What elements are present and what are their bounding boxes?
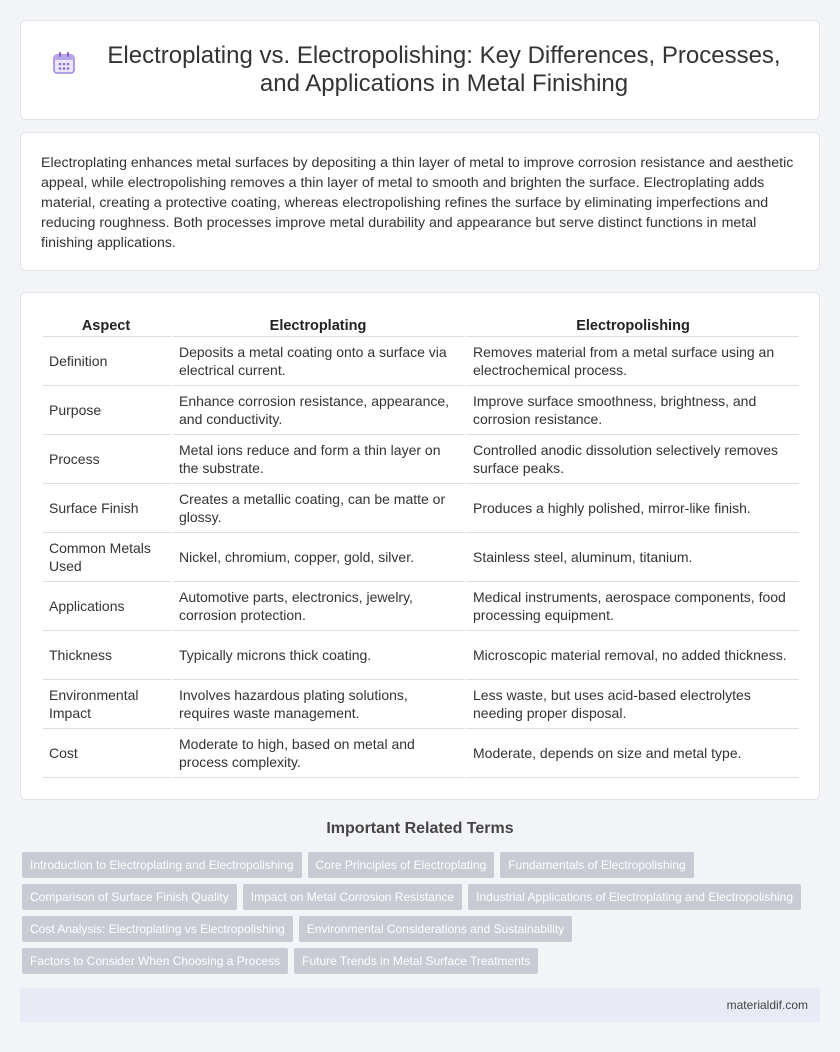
page-title: Electroplating vs. Electropolishing: Key Differences, Processes, and Applications in Metal Finishing xyxy=(107,42,781,97)
footer-site-link[interactable]: materialdif.com xyxy=(726,998,808,1012)
row-aspect: Thickness xyxy=(43,631,173,680)
row-electroplating: Deposits a metal coating onto a surface via electrical current. xyxy=(173,337,467,386)
row-aspect: Applications xyxy=(43,582,173,631)
row-electroplating: Nickel, chromium, copper, gold, silver. xyxy=(173,533,467,582)
calendar-icon xyxy=(51,50,77,76)
related-terms-list xyxy=(22,852,822,974)
row-aspect: Cost xyxy=(43,729,173,778)
related-term-tag[interactable]: Impact on Metal Corrosion Resistance xyxy=(243,884,462,910)
table-header-row xyxy=(43,313,799,337)
row-electroplating: Involves hazardous plating solutions, requires waste management. xyxy=(173,680,467,729)
related-terms-heading: Important Related Terms xyxy=(326,820,514,837)
table-row xyxy=(43,680,799,729)
row-electropolishing: Microscopic material removal, no added thickness. xyxy=(467,631,799,680)
header-electroplating: Electroplating xyxy=(173,313,467,337)
table-row xyxy=(43,386,799,435)
table-row xyxy=(43,533,799,582)
row-electroplating: Metal ions reduce and form a thin layer on the substrate. xyxy=(173,435,467,484)
header-electropolishing: Electropolishing xyxy=(467,313,799,337)
table-row xyxy=(43,435,799,484)
row-electroplating: Creates a metallic coating, can be matte or glossy. xyxy=(173,484,467,533)
row-aspect: Process xyxy=(43,435,173,484)
row-electroplating: Automotive parts, electronics, jewelry, corrosion protection. xyxy=(173,582,467,631)
related-term-tag[interactable]: Comparison of Surface Finish Quality xyxy=(22,884,237,910)
row-electroplating: Enhance corrosion resistance, appearance, and conductivity. xyxy=(173,386,467,435)
related-term-tag[interactable]: Fundamentals of Electropolishing xyxy=(500,852,693,878)
table-row xyxy=(43,729,799,778)
row-electropolishing: Controlled anodic dissolution selectively removes surface peaks. xyxy=(467,435,799,484)
row-electroplating: Moderate to high, based on metal and process complexity. xyxy=(173,729,467,778)
related-term-tag[interactable]: Cost Analysis: Electroplating vs Electropolishing xyxy=(22,916,293,942)
row-electropolishing: Less waste, but uses acid-based electrolytes needing proper disposal. xyxy=(467,680,799,729)
row-aspect: Environmental Impact xyxy=(43,680,173,729)
comparison-card xyxy=(20,292,820,800)
row-electropolishing: Medical instruments, aerospace components, food processing equipment. xyxy=(467,582,799,631)
related-term-tag[interactable]: Introduction to Electroplating and Electropolishing xyxy=(22,852,302,878)
related-term-tag[interactable]: Environmental Considerations and Sustainability xyxy=(299,916,572,942)
related-term-tag[interactable]: Factors to Consider When Choosing a Process xyxy=(22,948,288,974)
table-row xyxy=(43,582,799,631)
table-row xyxy=(43,484,799,533)
row-aspect: Common Metals Used xyxy=(43,533,173,582)
row-aspect: Definition xyxy=(43,337,173,386)
title-card xyxy=(20,20,820,120)
intro-paragraph: Electroplating enhances metal surfaces by depositing a thin layer of metal to improve corrosion resistance and aesthetic appeal, while electropolishing removes a thin layer of metal to smooth and brighten the surface. Electroplating adds material, creating a protective coating, whereas electropolishing refines the surface by eliminating imperfections and reducing roughness. Both processes improve metal durability and appearance but serve distinct functions in metal finishing applications. xyxy=(41,155,794,251)
row-electropolishing: Produces a highly polished, mirror-like finish. xyxy=(467,484,799,533)
table-row xyxy=(43,337,799,386)
row-electroplating: Typically microns thick coating. xyxy=(173,631,467,680)
row-electropolishing: Moderate, depends on size and metal type. xyxy=(467,729,799,778)
related-term-tag[interactable]: Core Principles of Electroplating xyxy=(308,852,495,878)
title-wrap xyxy=(51,42,789,98)
comparison-table xyxy=(43,313,799,778)
intro-card xyxy=(20,132,820,271)
related-term-tag[interactable]: Future Trends in Metal Surface Treatments xyxy=(294,948,538,974)
footer xyxy=(20,988,820,1022)
row-electropolishing: Improve surface smoothness, brightness, and corrosion resistance. xyxy=(467,386,799,435)
row-aspect: Surface Finish xyxy=(43,484,173,533)
row-aspect: Purpose xyxy=(43,386,173,435)
table-row xyxy=(43,631,799,680)
related-term-tag[interactable]: Industrial Applications of Electroplating and Electropolishing xyxy=(468,884,801,910)
header-aspect: Aspect xyxy=(43,313,173,337)
row-electropolishing: Removes material from a metal surface using an electrochemical process. xyxy=(467,337,799,386)
row-electropolishing: Stainless steel, aluminum, titanium. xyxy=(467,533,799,582)
